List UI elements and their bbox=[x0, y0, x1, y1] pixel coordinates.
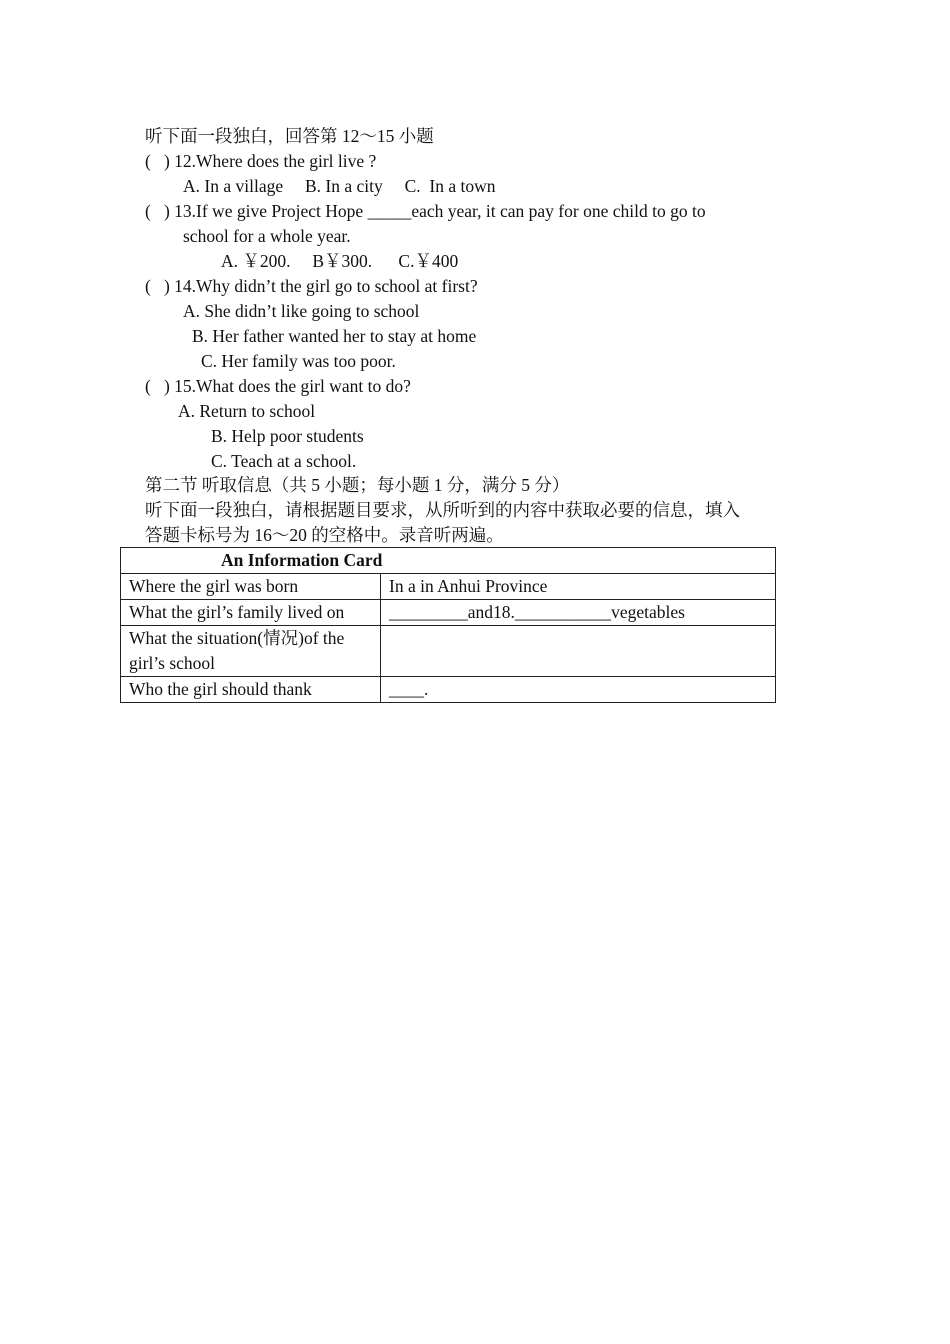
q14-option-c: C. Her family was too poor. bbox=[201, 351, 396, 371]
q13-stem: ( ) 13.If we give Project Hope _____each year, it can pay for one child to go to bbox=[145, 201, 706, 221]
section2-heading: 第二节 听取信息（共 5 小题；每小题 1 分，满分 5 分） bbox=[145, 475, 570, 495]
row-label: Who the girl should thank bbox=[121, 677, 381, 703]
q15-stem: ( ) 15.What does the girl want to do? bbox=[145, 376, 411, 396]
row-label: What the girl’s family lived on bbox=[121, 600, 381, 626]
row-label: Where the girl was born bbox=[121, 574, 381, 600]
section1-instruction: 听下面一段独白，回答第 12～15 小题 bbox=[145, 126, 434, 146]
information-card-table bbox=[120, 547, 776, 703]
table-row bbox=[121, 574, 776, 600]
table-row bbox=[121, 677, 776, 703]
q15-option-a: A. Return to school bbox=[178, 401, 316, 421]
row-value: _________and18.___________vegetables bbox=[381, 600, 776, 626]
q12-options: A. In a village B. In a city C. In a town bbox=[183, 176, 496, 196]
q15-option-b: B. Help poor students bbox=[211, 426, 364, 446]
section2-instruction-line1: 听下面一段独白，请根据题目要求，从所听到的内容中获取必要的信息，填入 bbox=[145, 500, 740, 520]
row-value: In a in Anhui Province bbox=[381, 574, 776, 600]
table-row bbox=[121, 600, 776, 626]
table-row bbox=[121, 626, 776, 677]
section2-instruction-line2: 答题卡标号为 16～20 的空格中。录音听两遍。 bbox=[145, 525, 504, 545]
q15-option-c: C. Teach at a school. bbox=[211, 451, 357, 471]
q12-stem: ( ) 12.Where does the girl live ? bbox=[145, 151, 377, 171]
q14-option-a: A. She didn’t like going to school bbox=[183, 301, 420, 321]
row-value: ____. bbox=[381, 677, 776, 703]
q13-stem-continued: school for a whole year. bbox=[183, 226, 351, 246]
card-title: An Information Card bbox=[121, 548, 776, 574]
q13-options: A. ￥200. B￥300. C.￥400 bbox=[221, 251, 459, 271]
q14-option-b: B. Her father wanted her to stay at home bbox=[192, 326, 477, 346]
table-header-row bbox=[121, 548, 776, 574]
q14-stem: ( ) 14.Why didn’t the girl go to school at first? bbox=[145, 276, 478, 296]
row-value bbox=[381, 626, 776, 677]
row-label: What the situation(情况)of the girl’s school bbox=[121, 626, 381, 677]
